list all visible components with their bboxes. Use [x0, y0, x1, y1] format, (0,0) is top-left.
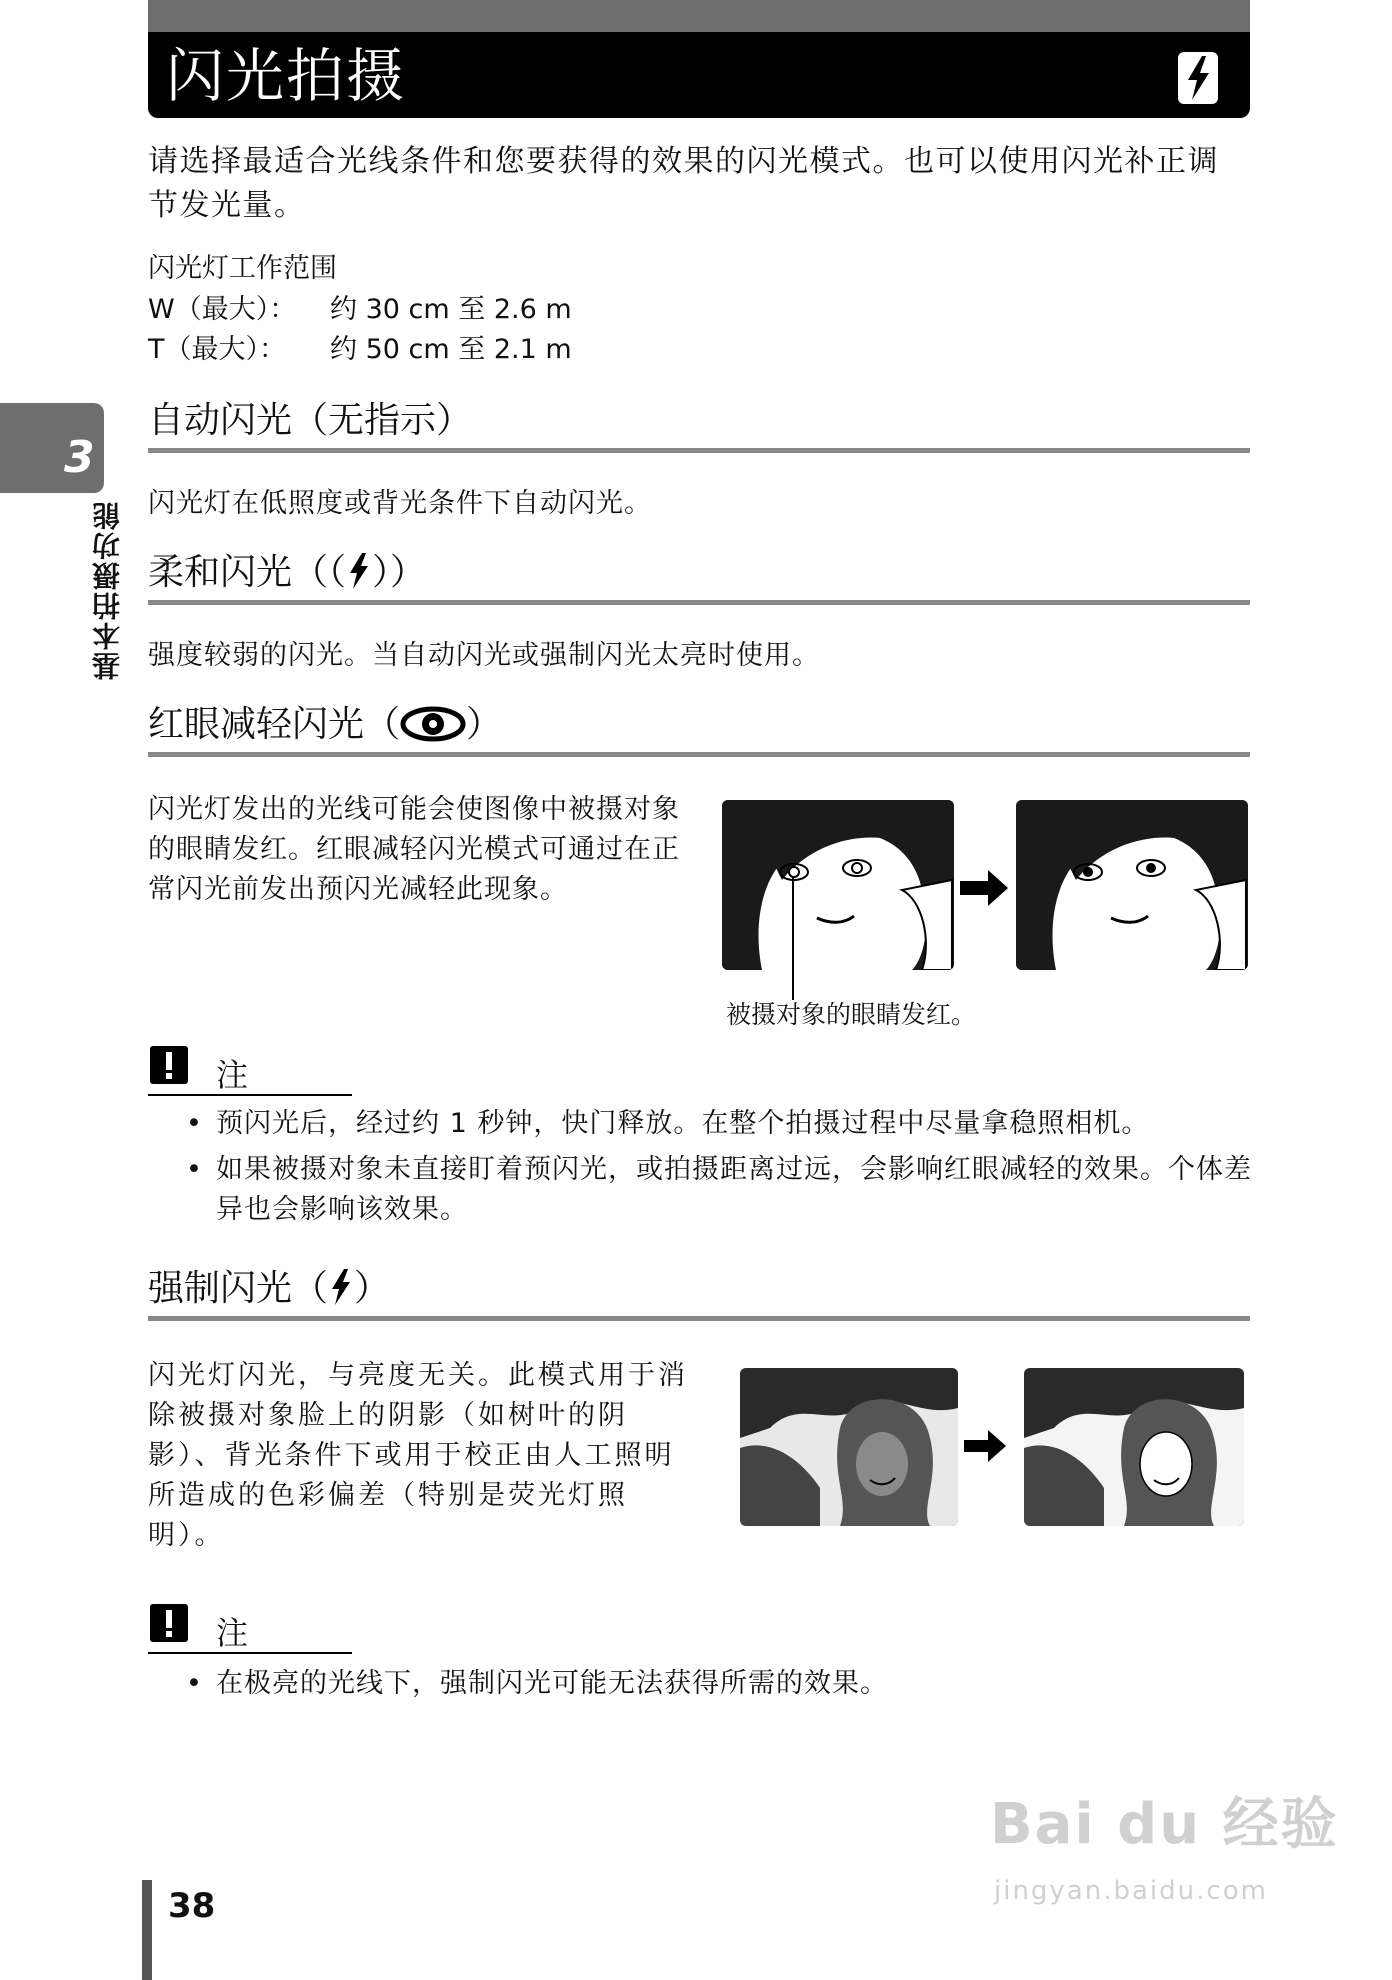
section-body-soft: 强度较弱的闪光。当自动闪光或强制闪光太亮时使用。 — [148, 640, 820, 671]
section-rule — [148, 752, 1250, 757]
range-w-label: W（最大）： — [148, 294, 297, 325]
redeye-after-image — [1016, 800, 1248, 970]
redeye-caption: 被摄对象的眼睛发红。 — [726, 1000, 977, 1029]
heading-fill-post: ） — [354, 1268, 391, 1309]
caption-leader-line — [792, 876, 794, 1000]
section-rule — [148, 600, 1250, 605]
heading-soft-post: ）） — [372, 552, 427, 593]
eye-icon — [400, 704, 466, 744]
range-w-row — [148, 290, 572, 330]
note-rule — [148, 1094, 352, 1096]
page-number-bar — [142, 1880, 152, 1980]
flash-icon — [328, 1268, 354, 1306]
note-icon — [150, 1046, 188, 1084]
note-item: 在极亮的光线下，强制闪光可能无法获得所需的效果。 — [216, 1668, 888, 1699]
section-heading-soft — [148, 548, 426, 598]
note-title: 注 — [216, 1056, 249, 1094]
note-rule — [148, 1652, 352, 1654]
chapter-label: 基本拍摄功能 — [91, 500, 124, 680]
arrow-right-icon — [960, 868, 1010, 908]
page-number: 38 — [168, 1886, 216, 1926]
note-title: 注 — [216, 1614, 249, 1652]
heading-redeye-pre: 红眼减轻闪光（ — [148, 704, 401, 745]
title-top-band — [148, 0, 1250, 32]
note-item: 预闪光后，经过约 1 秒钟，快门释放。在整个拍摄过程中尽量拿稳照相机。 — [216, 1108, 1150, 1139]
note-item: 如果被摄对象未直接盯着预闪光，或拍摄距离过远，会影响红眼减轻的效果。个体差异也会影响该效果。 — [216, 1154, 1252, 1225]
range-t-value: 约 50 cm 至 2.1 m — [330, 334, 572, 365]
arrow-right-icon — [964, 1428, 1008, 1464]
flash-soft-icon — [346, 552, 372, 590]
watermark-logo: Bai du 经验 — [990, 1792, 1339, 1857]
note-icon — [150, 1604, 188, 1642]
section-rule — [148, 1316, 1250, 1321]
section-heading-redeye — [148, 700, 502, 750]
section-body-fill: 闪光灯闪光，与亮度无关。此模式用于消除被摄对象脸上的阴影（如树叶的阴影）、背光条件下或用于校正由人工照明所造成的色彩偏差（特别是荧光灯照明）。 — [148, 1360, 688, 1551]
fill-after-image — [1024, 1368, 1244, 1526]
section-body-auto: 闪光灯在低照度或背光条件下自动闪光。 — [148, 488, 652, 519]
intro-paragraph: 请选择最适合光线条件和您要获得的效果的闪光模式。也可以使用闪光补正调节发光量。 — [148, 144, 1219, 223]
section-heading-fill — [148, 1264, 390, 1314]
section-heading-auto: 自动闪光（无指示） — [148, 400, 473, 441]
watermark-url: jingyan.baidu.com — [994, 1876, 1268, 1906]
range-t-label: T（最大）： — [148, 334, 286, 365]
fill-before-image — [740, 1368, 958, 1526]
chapter-number: 3 — [64, 432, 95, 483]
redeye-before-image — [722, 800, 954, 970]
note-bullet: • — [186, 1154, 203, 1185]
page-title: 闪光拍摄 — [166, 42, 407, 110]
range-w-value: 约 30 cm 至 2.6 m — [330, 294, 572, 325]
range-heading: 闪光灯工作范围 — [148, 253, 337, 284]
section-rule — [148, 448, 1250, 453]
range-t-row — [148, 330, 572, 370]
section-body-redeye: 闪光灯发出的光线可能会使图像中被摄对象的眼睛发红。红眼减轻闪光模式可通过在正常闪光前发出预闪光减轻此现象。 — [148, 794, 680, 905]
heading-soft-pre: 柔和闪光（（ — [148, 552, 347, 593]
heading-fill-pre: 强制闪光（ — [148, 1268, 329, 1309]
note-bullet: • — [186, 1668, 203, 1699]
note-bullet: • — [186, 1108, 203, 1139]
flash-icon — [1178, 52, 1218, 104]
heading-redeye-post: ） — [466, 704, 503, 745]
